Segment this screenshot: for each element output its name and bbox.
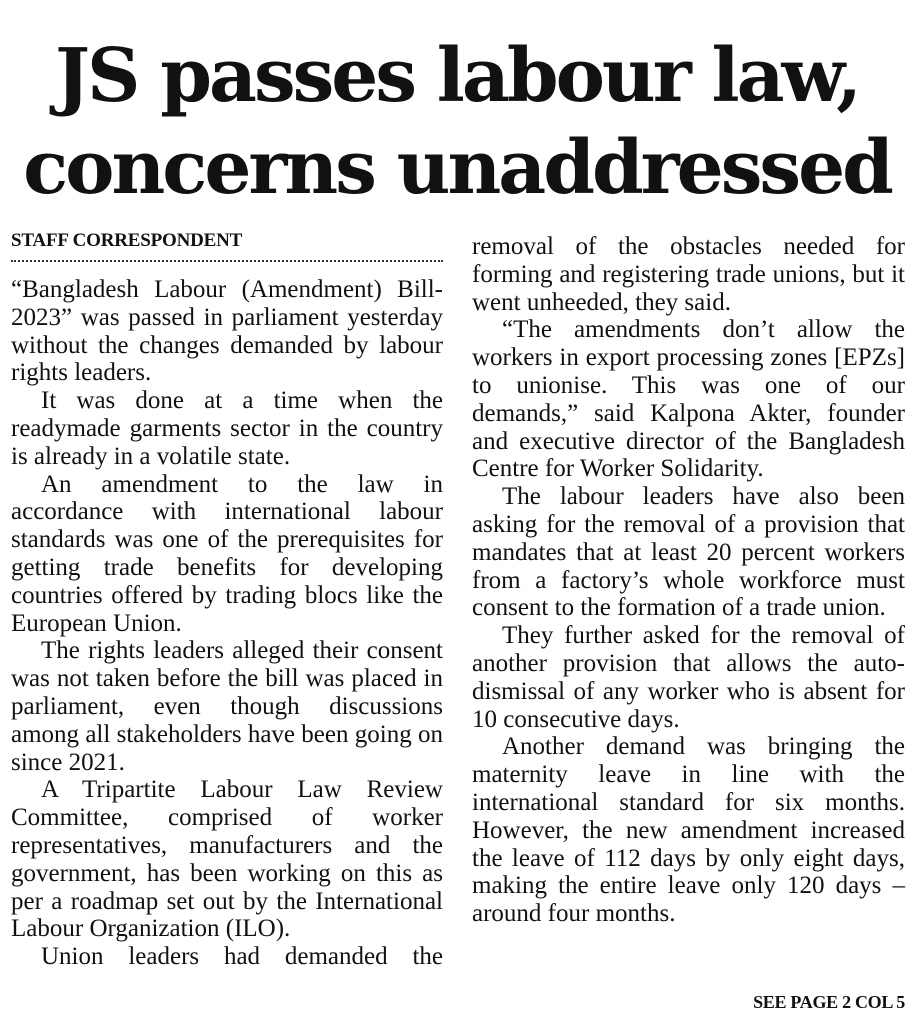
paragraph: They further asked for the removal of another provision that allows the auto-dismissal of any worker who is absent for 10 consecutive days.: [472, 622, 905, 733]
right-column: [472, 233, 905, 928]
headline-line-2: concerns unaddressed: [23, 125, 891, 211]
paragraph: A Tripartite Labour Law Review Committee, comprised of worker representatives, manufacturers and the government, has been working on this as per a roadmap set out by the International Labour Organization (ILO).: [11, 776, 443, 943]
paragraph: An amendment to the law in accordance with international labour standards was one of the prerequisites for getting trade benefits for developing countries offered by trading blocs like the European Union.: [11, 470, 443, 637]
paragraph: “The amendments don’t allow the workers in export processing zones [EPZs] to unionise. This was one of our demands,” said Kalpona Akter, founder and executive director of the Bangladesh Centre for Worker Solidarity.: [472, 316, 905, 483]
paragraph: The labour leaders have also been asking for the removal of a provision that mandates that at least 20 percent workers from a factory’s whole workforce must consent to the formation of a trade union.: [472, 483, 905, 622]
paragraph: “Bangladesh Labour (Amendment) Bill-2023” was passed in parliament yesterday without the changes demanded by labour rights leaders.: [11, 276, 443, 387]
byline: STAFF CORRESPONDENT: [11, 230, 243, 251]
paragraph: Another demand was bringing the maternity leave in line with the international standard for six months. However, the new amendment increased the leave of 112 days by only eight days, making the entire leave only 120 days – around four months.: [472, 733, 905, 928]
headline-line-1: JS passes labour law,: [55, 33, 859, 119]
left-column: [11, 228, 443, 971]
continuation-jump-link[interactable]: SEE PAGE 2 COL 5: [753, 992, 905, 1012]
paragraph: It was done at a time when the readymade garments sector in the country is already in a volatile state.: [11, 387, 443, 470]
paragraph: The rights leaders alleged their consent was not taken before the bill was placed in parliament, even though discussions among all stakeholders have been going on since 2021.: [11, 637, 443, 776]
paragraph: Union leaders had demanded the: [41, 943, 443, 971]
paragraph: removal of the obstacles needed for forming and registering trade unions, but it went unheeded, they said.: [472, 233, 905, 316]
byline-divider: [11, 260, 443, 262]
headline: [0, 30, 914, 214]
